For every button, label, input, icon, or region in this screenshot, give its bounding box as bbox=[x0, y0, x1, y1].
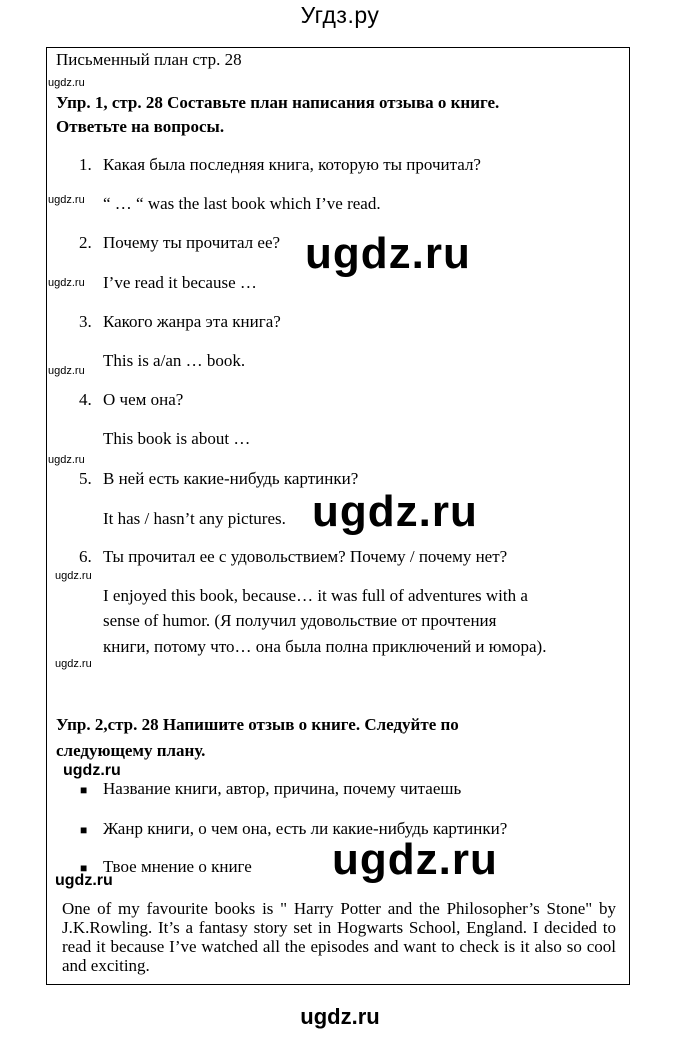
item-number: 1. bbox=[79, 155, 92, 174]
exercise2-title: Упр. 2,стр. 28 Напишите отзыв о книге. Следуйте по bbox=[56, 715, 459, 734]
item-number: 6. bbox=[79, 547, 92, 566]
plan-bullet: Жанр книги, о чем она, есть ли какие-нибудь картинки? bbox=[103, 819, 508, 838]
question-4: О чем она? bbox=[103, 390, 184, 409]
header-line: Письменный план стр. 28 bbox=[56, 50, 242, 69]
item-number: 5. bbox=[79, 469, 92, 488]
watermark-small: ugdz.ru bbox=[48, 454, 85, 466]
watermark-large: ugdz.ru bbox=[305, 229, 471, 278]
watermark-small: ugdz.ru bbox=[48, 277, 85, 289]
bullet-icon: ■ bbox=[80, 783, 88, 797]
answer-5: It has / hasn’t any pictures. bbox=[103, 509, 286, 528]
site-footer: ugdz.ru bbox=[300, 1004, 380, 1029]
answer-6-line: I enjoyed this book, because… it was full of adventures with a bbox=[103, 586, 528, 605]
answer-4: This book is about … bbox=[103, 429, 251, 448]
review-paragraph: One of my favourite books is " Harry Potter and the Philosopher’s Stone" by J.K.Rowling. It’s a fantasy story set in Hogwarts School, England. I decided to read it because I’ve watched all the episodes and want to check is it also so cool and exciting. bbox=[62, 899, 616, 975]
bullet-icon: ■ bbox=[80, 861, 88, 875]
bullet-icon: ■ bbox=[80, 823, 88, 837]
question-3: Какого жанра эта книга? bbox=[103, 312, 281, 331]
watermark-large: ugdz.ru bbox=[332, 835, 498, 884]
watermark-small: ugdz.ru bbox=[48, 77, 85, 89]
watermark-small: ugdz.ru bbox=[55, 570, 92, 582]
item-number: 3. bbox=[79, 312, 92, 331]
watermark-small: ugdz.ru bbox=[63, 762, 121, 779]
watermark-small: ugdz.ru bbox=[55, 872, 113, 889]
item-number: 4. bbox=[79, 390, 92, 409]
answer-2: I’ve read it because … bbox=[103, 273, 257, 292]
question-5: В ней есть какие-нибудь картинки? bbox=[103, 469, 359, 488]
plan-bullet: Название книги, автор, причина, почему читаешь bbox=[103, 779, 462, 798]
plan-bullet: Твое мнение о книге bbox=[103, 857, 252, 876]
answer-6-line: sense of humor. (Я получил удовольствие от прочтения bbox=[103, 611, 497, 630]
watermark-small: ugdz.ru bbox=[55, 658, 92, 670]
answer-3: This is a/an … book. bbox=[103, 351, 246, 370]
exercise1-title: Упр. 1, стр. 28 Составьте план написания отзыва о книге. bbox=[56, 93, 500, 112]
answer-6-line: книги, потому что… она была полна приключений и юмора). bbox=[103, 637, 547, 656]
watermark-large: ugdz.ru bbox=[312, 487, 478, 536]
question-2: Почему ты прочитал ее? bbox=[103, 233, 281, 252]
answer-1: “ … “ was the last book which I’ve read. bbox=[103, 194, 381, 213]
watermark-small: ugdz.ru bbox=[48, 194, 85, 206]
exercise1-title: Ответьте на вопросы. bbox=[56, 117, 225, 136]
site-title: Угдз.ру bbox=[300, 2, 380, 28]
question-1: Какая была последняя книга, которую ты прочитал? bbox=[103, 155, 481, 174]
watermark-small: ugdz.ru bbox=[48, 365, 85, 377]
item-number: 2. bbox=[79, 233, 92, 252]
question-6: Ты прочитал ее с удовольствием? Почему / почему нет? bbox=[103, 547, 508, 566]
exercise2-title: следующему плану. bbox=[56, 741, 206, 760]
